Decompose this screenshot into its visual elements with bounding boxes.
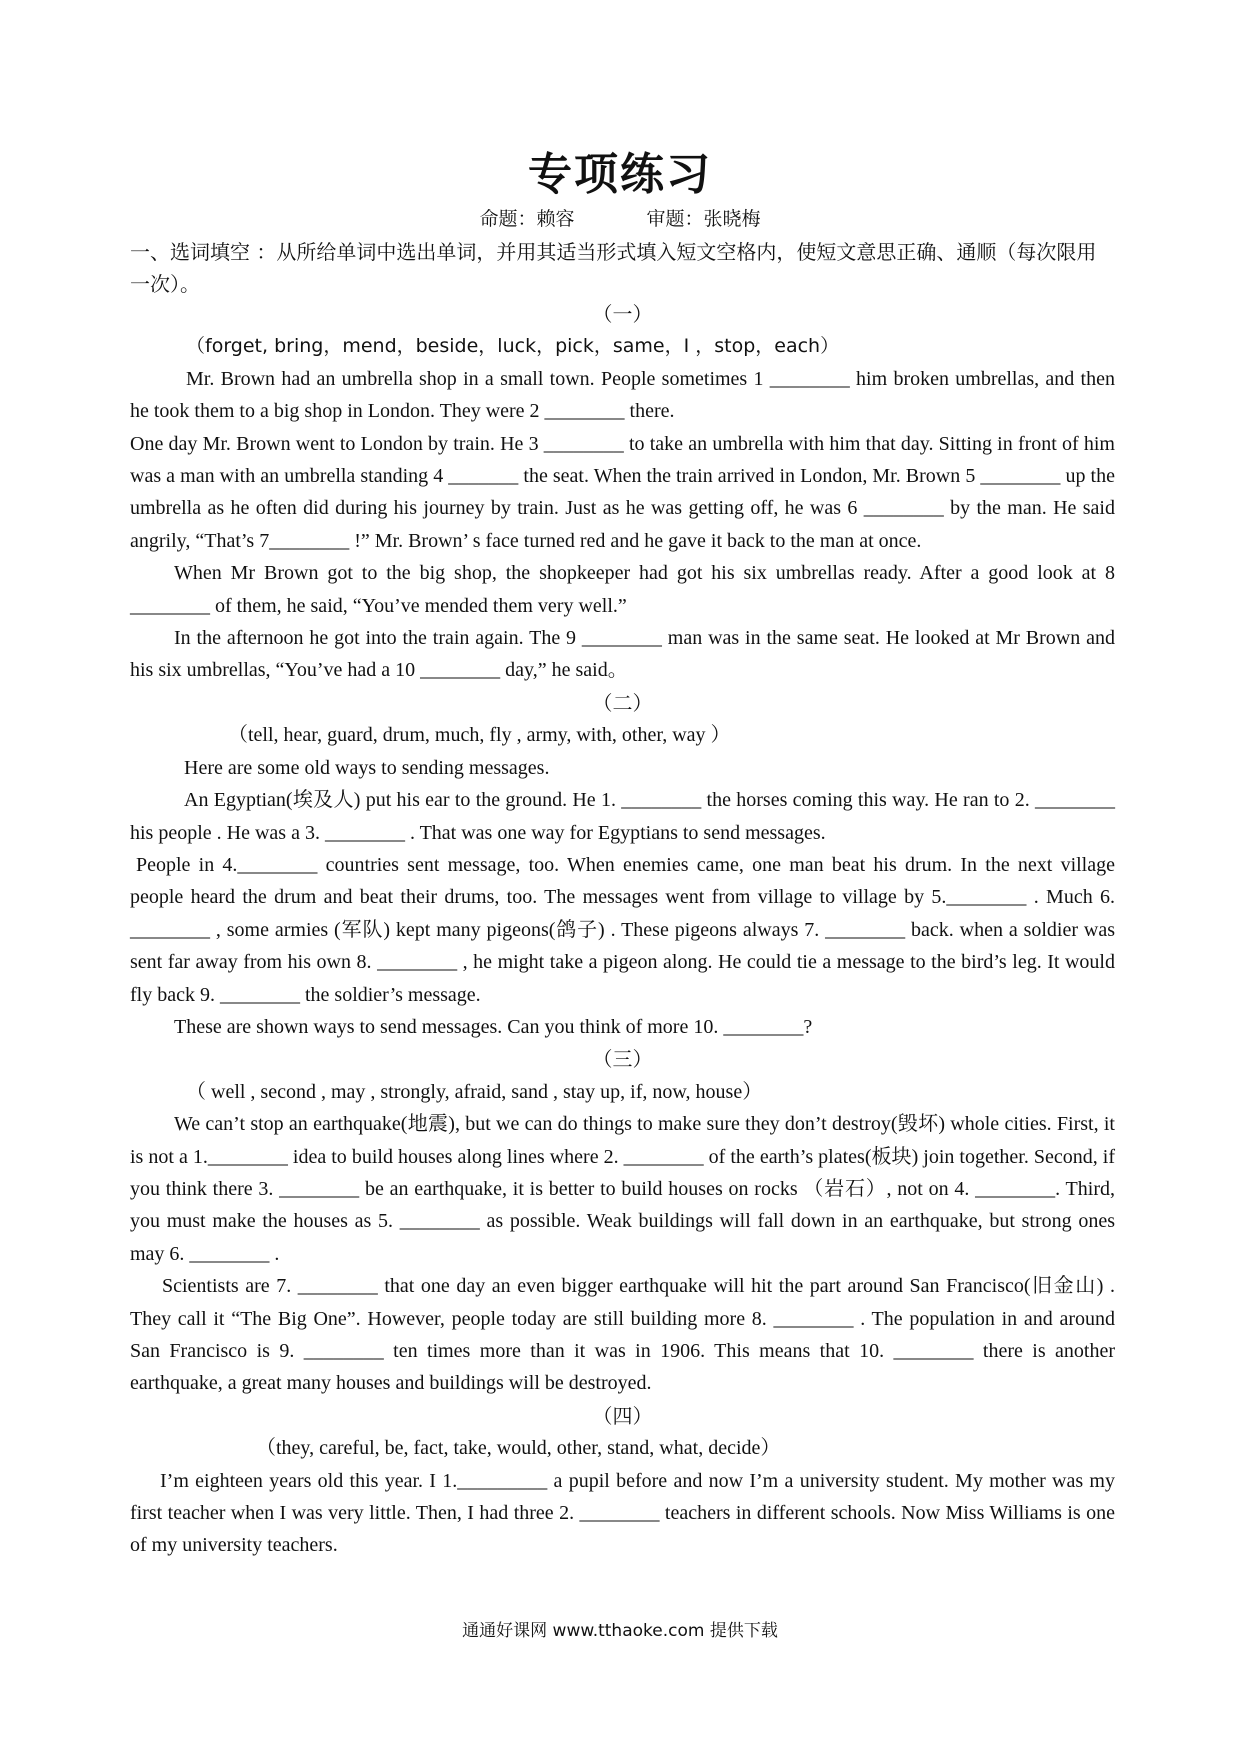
passage-1-paragraph: Mr. Brown had an umbrella shop in a small town. People sometimes 1 ________ him broken umbrellas, and then he took them to a big shop in London. They were 2 ________ there. <box>130 367 1115 423</box>
passage-1-paragraph: In the afternoon he got into the train again. The 9 ________ man was in the same seat. He looked at Mr Brown and his six umbrellas, “You’ve had a 10 ________ day,” he said。 <box>130 627 1115 682</box>
section-heading-3: （三） <box>592 1047 653 1072</box>
proposer-label: 命题：赖容 <box>479 208 575 230</box>
passage-2-paragraph: These are shown ways to send messages. Can you think of more 10. ________? <box>174 1015 813 1038</box>
instruction-text: 一、选词填空 ：从所给单词中选出单词，并用其适当形式填入短文空格内，使短文意思正确、通顺（每次限用一次）。 <box>130 240 1097 296</box>
passage-1-paragraph: One day Mr. Brown went to London by train. He 3 ________ to take an umbrella with him that day. Sitting in front of him was a man with an umbrella standing 4 _______ the seat. When the train arrived in London, Mr. Brown 5 ________ up the umbrella as he often did during his journey by train. Just as he was getting off, he was 6 ________ by the man. He said angrily, “That’s 7________ !” Mr. Brown’ s face turned red and he gave it back to the man at once. <box>130 432 1115 552</box>
section-heading-4: （四） <box>592 1403 653 1428</box>
exercise-content <box>130 298 1115 1562</box>
passage-1-paragraph: When Mr Brown got to the big shop, the shopkeeper had got his six umbrellas ready. After a good look at 8 ________ of them, he said, “You’ve mended them very well.” <box>130 562 1115 617</box>
reviewer-label: 审题：张晓梅 <box>646 208 761 230</box>
passage-2-paragraph: People in 4.________ countries sent message, too. When enemies came, one man beat his drum. In the next village people heard the drum and beat their drums, too. The messages went from village to village by 5.________ . Much 6. ________ , some armies (军队) kept many pigeons(鸽子) . These pigeons always 7. ________ back. when a soldier was sent far away from his own 8. ________ , he might take a pigeon along. He could tie a message to the bird’s leg. It would fly back 9. ________ the soldier’s message. <box>130 853 1115 1006</box>
passage-2-paragraph: Here are some old ways to sending messages. <box>184 756 550 779</box>
section-heading-1: （一） <box>592 302 653 326</box>
page-title: 专项练习 <box>528 149 712 200</box>
word-bank-2: （tell, hear, guard, drum, much, fly , army, with, other, way ） <box>228 724 731 747</box>
passage-4-paragraph: I’m eighteen years old this year. I 1._________ a pupil before and now I’m a university student. My mother was my first teacher when I was very little. Then, I had three 2. ________ teachers in different schools. Now Miss Williams is one of my university teachers. <box>130 1469 1115 1557</box>
section-heading-2: （二） <box>592 690 653 715</box>
footer-text: 通通好课网 www.tthaoke.com 提供下载 <box>462 1621 778 1641</box>
passage-3-paragraph: We can’t stop an earthquake(地震), but we can do things to make sure they don’t destroy(毁坏) whole cities. First, it is not a 1.________ idea to build houses along lines where 2. ________ of the earth’s plates(板块) join together. Second, if you think there 3. ________ be an earthquake, it is better to build houses on rocks （岩石）, not on 4. ________. Third, you must make the houses as 5. ________ as possible. Weak buildings will fall down in an earthquake, but strong ones may 6. ________ . <box>130 1113 1115 1265</box>
passage-3-paragraph: Scientists are 7. ________ that one day an even bigger earthquake will hit the part around San Francisco(旧金山) . They call it “The Big One”. However, people today are still building more 8. ________ . The population in and around San Francisco is 9. ________ ten times more than it was in 1906. This means that 10. ________ there is another earthquake, a great many houses and buildings will be destroyed. <box>130 1275 1115 1395</box>
word-bank-1: （forget, bring，mend，beside，luck，pick，same，I ，stop，each） <box>186 335 840 358</box>
word-bank-4: （they, careful, be, fact, take, would, other, stand, what, decide） <box>256 1437 781 1460</box>
passage-2-paragraph: An Egyptian(埃及人) put his ear to the ground. He 1. ________ the horses coming this way. He ran to 2. ________ his people . He was a 3. ________ . That was one way for Egyptians to send messages. <box>130 789 1115 844</box>
word-bank-3: （ well , second , may , strongly, afraid, sand , stay up, if, now, house） <box>186 1080 763 1103</box>
author-line <box>0 204 1240 231</box>
